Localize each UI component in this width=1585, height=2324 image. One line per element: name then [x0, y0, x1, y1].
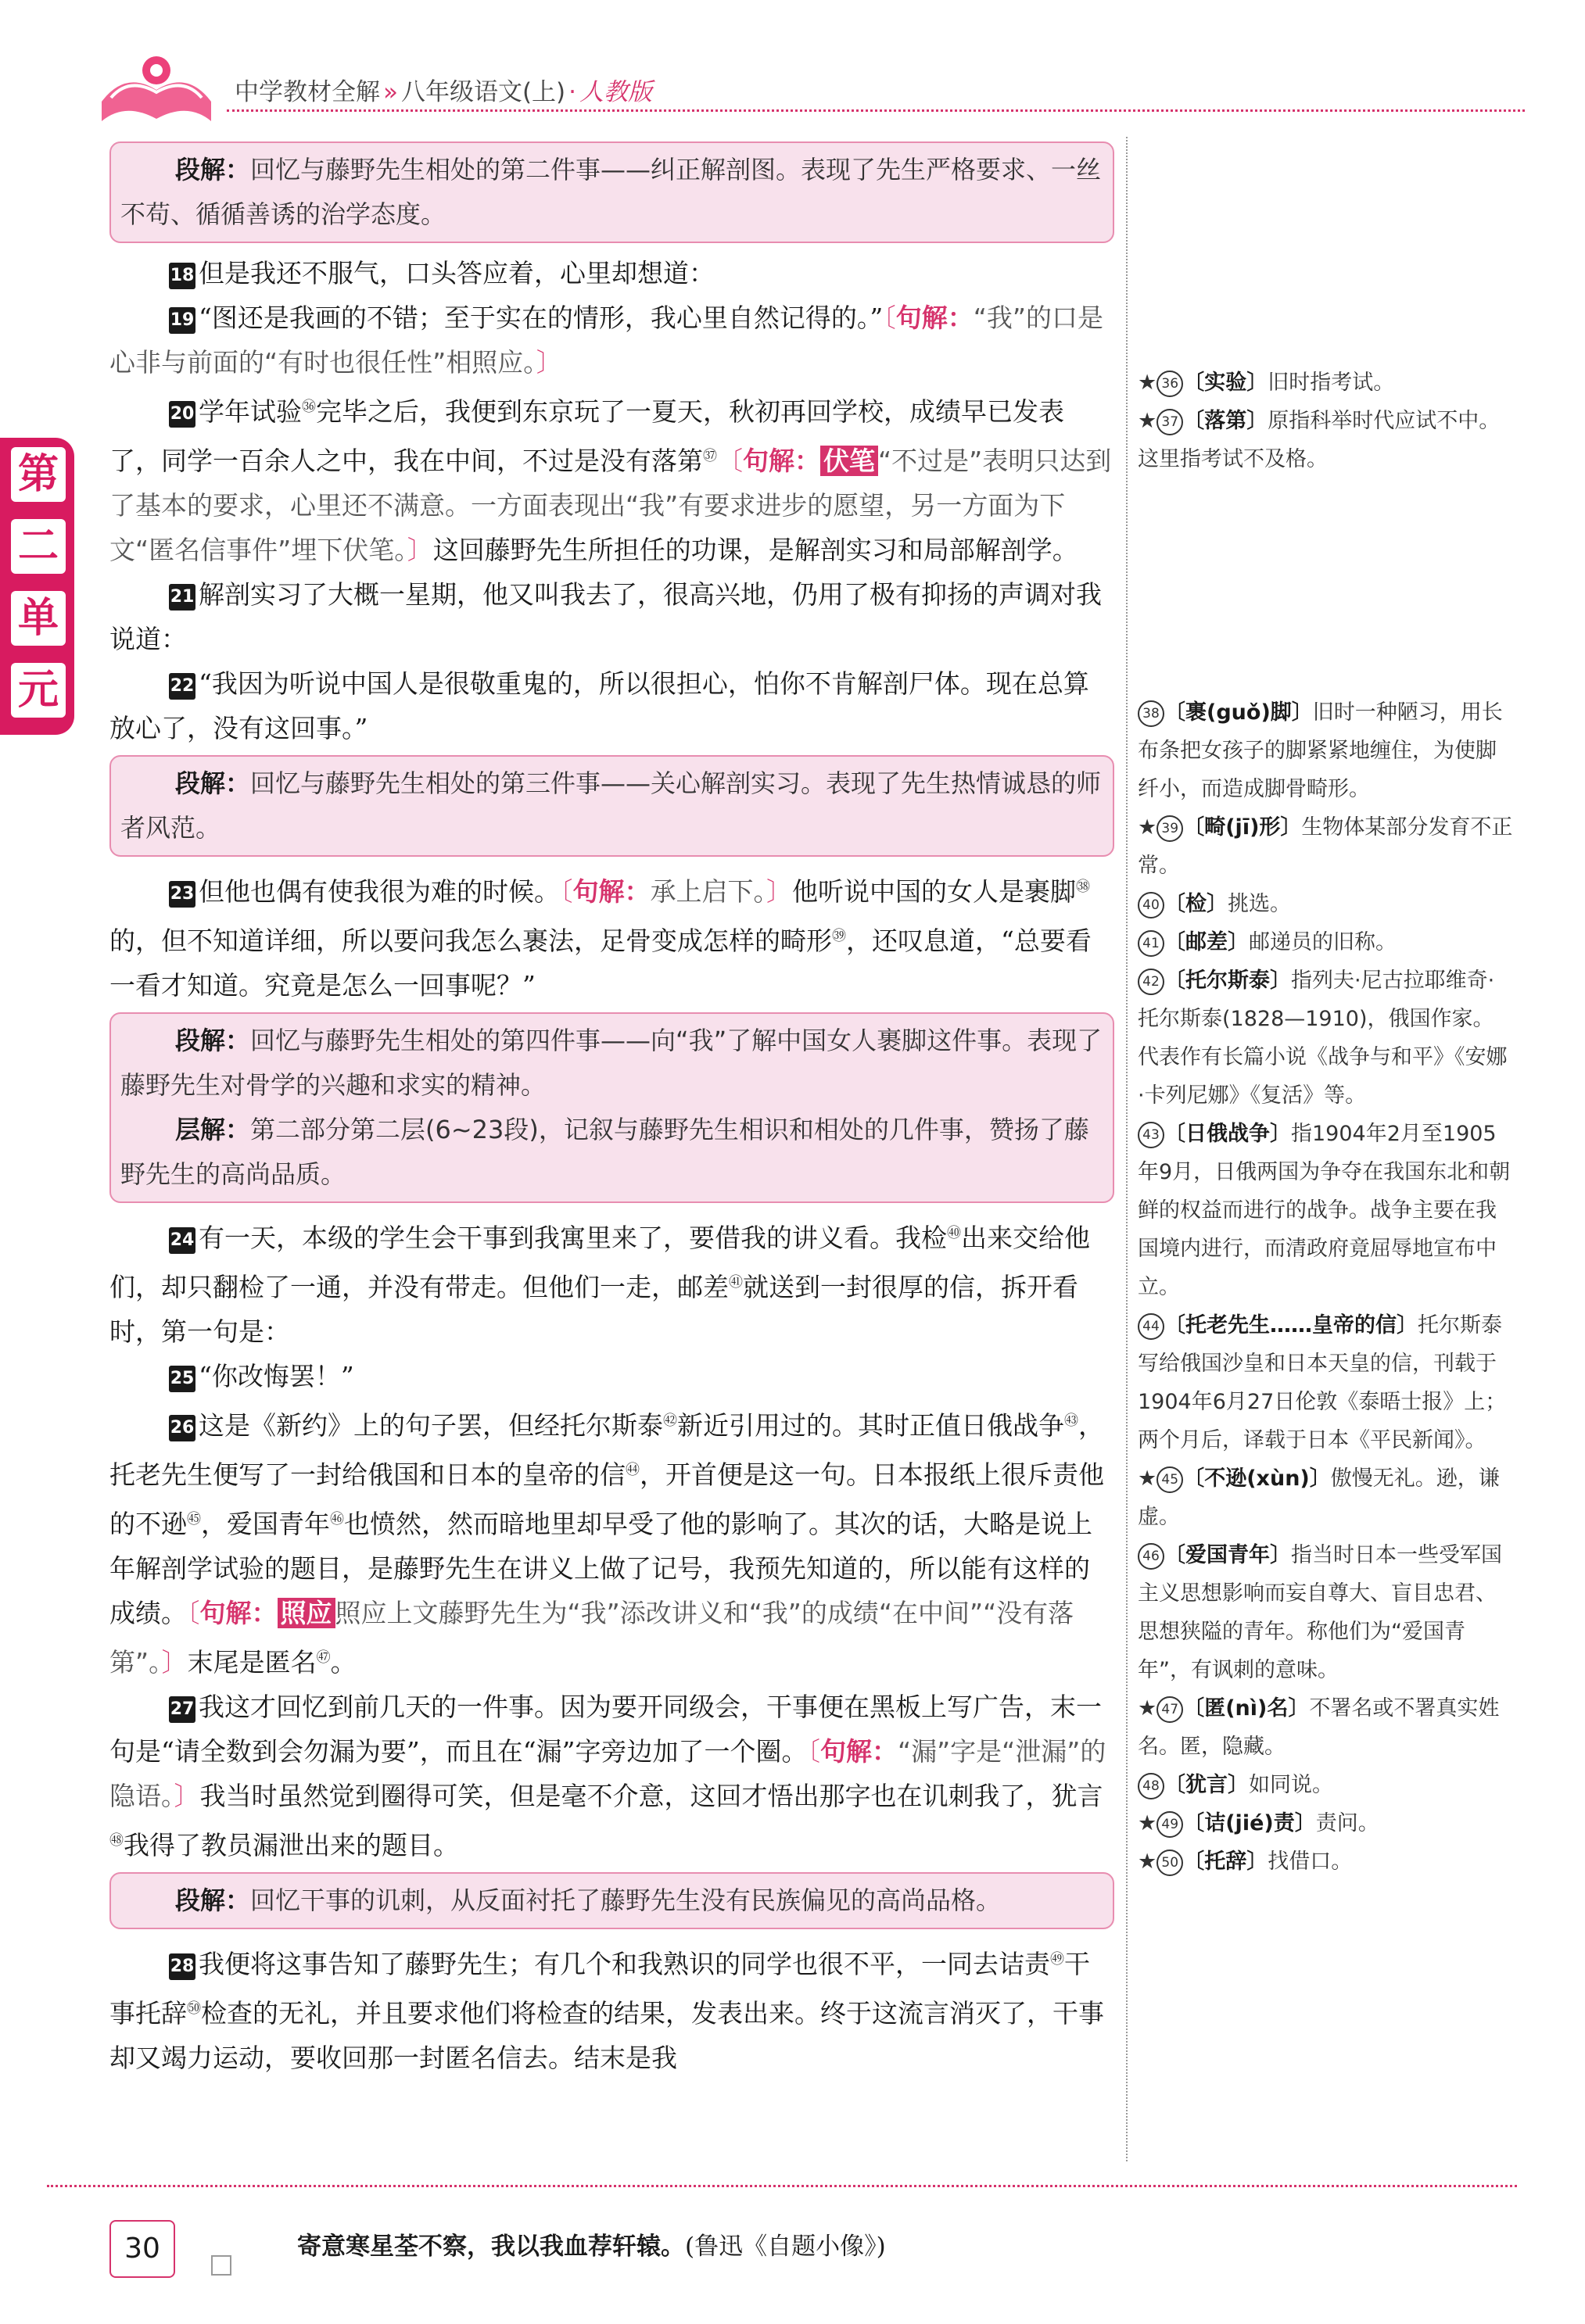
paragraph-26: [109, 1398, 1114, 1685]
box-label: 段解：: [175, 1026, 251, 1055]
header-title: [235, 72, 652, 107]
paragraph-analysis-box: [109, 1872, 1114, 1929]
annotation-text: “漏”字是“泄漏”的隐语。: [109, 1736, 1106, 1811]
unit-tab-char: 单: [11, 591, 66, 646]
note-number: 42: [1138, 969, 1164, 995]
book-name: 中学教材全解: [235, 78, 380, 106]
unit-tab-char: 二: [11, 519, 66, 574]
column-divider: [1126, 137, 1128, 2161]
paragraph-text: 就送到一封很厚的信，拆开看时，第一句是：: [109, 1272, 1078, 1347]
page-header: [0, 0, 1585, 133]
paragraph-text: 这是《新约》上的句子罢，但经托尔斯泰: [199, 1410, 663, 1441]
box-text: 回忆与藤野先生相处的第四件事——向“我”了解中国女人裹脚这件事。表现了藤野先生对骨学的兴趣和求实的精神。: [120, 1026, 1103, 1100]
note-term: 〔检〕: [1164, 892, 1228, 916]
paragraph-number: 23: [169, 881, 195, 908]
note-number: 41: [1138, 930, 1164, 957]
paragraph-text: 。: [330, 1647, 357, 1678]
paragraph-text: 的，但不知道详细，所以要问我怎么裹法，足骨变成怎样的畸形: [109, 926, 832, 956]
paragraph-text: “你改悔罢！”: [199, 1361, 354, 1391]
paragraph-number: 28: [169, 1953, 195, 1980]
header-arrow: »: [383, 78, 398, 106]
side-note: [1138, 363, 1513, 402]
sentence-annotation: 〔句解： 伏笔 “不过是”表明只达到了基本的要求，心里还不满意。一方面表现出“我”有要求进步的愿望，另一方面为下文“匿名信事件”埋下伏笔。〕: [109, 446, 1112, 565]
paragraph-text: 但他也偶有使我很为难的时候。: [199, 876, 560, 907]
note-definition: 托尔斯泰写给俄国沙皇和日本天皇的信，刊载于1904年6月27日伦敦《泰晤士报》上；两个月后，译载于日本《平民新闻》。: [1138, 1313, 1507, 1452]
checkbox-icon: [211, 2255, 231, 2276]
course-name: 八年级语文(上): [400, 78, 566, 106]
paragraph-number: 24: [169, 1227, 195, 1254]
note-definition: 指1904年2月至1905年9月，日俄两国为争夺在我国东北和朝鲜的权益而进行的战争。战争主要在我国境内进行，而清政府竟屈辱地宣布中立。: [1138, 1122, 1511, 1299]
note-term: 〔犹言〕: [1164, 1773, 1249, 1797]
paragraph-analysis-box: [109, 141, 1114, 243]
note-term: 〔畸(jī)形〕: [1183, 815, 1302, 840]
note-number: 49: [1156, 1811, 1183, 1838]
paragraph-19: [109, 295, 1114, 385]
note-number: 50: [1156, 1850, 1183, 1876]
paragraph-20: [109, 385, 1114, 572]
paragraph-24: [109, 1211, 1114, 1354]
note-number: 40: [1138, 892, 1164, 918]
note-term: 〔落第〕: [1183, 409, 1268, 433]
note-term: 〔邮差〕: [1164, 930, 1249, 954]
unit-tab-char: 元: [11, 663, 66, 718]
note-definition: 挑选。: [1228, 892, 1291, 916]
note-term: 〔托老先生……皇帝的信〕: [1164, 1313, 1418, 1337]
note-definition: 邮递员的旧称。: [1249, 930, 1397, 954]
paragraph-text: 新近引用过的。其时正值日俄战争: [677, 1410, 1064, 1441]
paragraph-text: 检查的无礼，并且要求他们将检查的结果，发表出来。终于这流言消灭了，干事却又竭力运动，要收回那一封匿名信去。结末是我: [109, 1998, 1104, 2073]
note-term: 〔裹(guǒ)脚〕: [1164, 700, 1313, 725]
paragraph-22: [109, 661, 1114, 750]
footnote-ref: ㊲: [703, 448, 717, 464]
footnote-ref: ㊴: [832, 928, 846, 944]
paragraph-text: 有一天，本级的学生会干事到我寓里来了，要借我的讲义看。我检: [199, 1223, 947, 1253]
paragraph-text: 干事托辞: [109, 1949, 1090, 2029]
footnote-ref: ㊹: [626, 1462, 640, 1478]
paragraph-text: 完毕之后，我便到东京玩了一夏天，秋初再回学校，成绩早已发表了，同学一百余人之中，我在中间，不过是没有落第: [109, 396, 1064, 476]
paragraph-text: 学年试验: [199, 396, 302, 427]
paragraph-number: 19: [169, 307, 195, 334]
star-icon: ★: [1138, 1811, 1157, 1835]
paragraph-text: 末尾是匿名: [187, 1647, 317, 1678]
side-note: [1138, 693, 1513, 808]
paragraph-analysis-box: [109, 1012, 1114, 1203]
note-number: 46: [1138, 1543, 1164, 1570]
paragraph-number: 22: [169, 673, 195, 700]
paragraph-25: [109, 1354, 1114, 1398]
paragraph-text: 也愤然，然而暗地里却早受了他的影响了。其次的话，大略是说上年解剖学试验的题目，是藤野先生在讲义上做了记号，我预先知道的，所以能有这样的成绩。: [109, 1509, 1092, 1628]
note-definition: 如同说。: [1249, 1773, 1333, 1797]
star-icon: ★: [1138, 409, 1157, 433]
footnote-ref: ㊷: [663, 1413, 677, 1429]
paragraph-28: [109, 1937, 1114, 2080]
note-number: 39: [1156, 815, 1183, 842]
sentence-annotation: 〔句解：“漏”字是“泄漏”的隐语。〕: [109, 1736, 1106, 1811]
note-definition: 原指科举时代应试不中。这里指考试不及格。: [1138, 409, 1501, 471]
paragraph-number: 18: [169, 263, 195, 289]
main-text-column: [109, 137, 1114, 2080]
footnote-ref: ㊻: [330, 1511, 344, 1527]
paragraph-21: [109, 572, 1114, 661]
side-note: [1138, 1842, 1513, 1881]
unit-tab: [0, 438, 74, 735]
box-label: 段解：: [175, 768, 251, 798]
side-note: [1138, 885, 1513, 923]
quote-text: 寄意寒星荃不察，我以我血荐轩辕。: [297, 2233, 685, 2261]
side-note: [1138, 923, 1513, 961]
paragraph-18: [109, 251, 1114, 295]
note-number: 37: [1156, 409, 1183, 435]
paragraph-text: ，爱国青年: [201, 1509, 330, 1539]
note-term: 〔诘(jié)责〕: [1183, 1811, 1316, 1835]
footnote-ref: ㊸: [1064, 1413, 1078, 1429]
side-note: [1138, 1459, 1513, 1536]
annotation-label: 句解：: [743, 446, 820, 476]
box-label: 段解：: [175, 155, 251, 184]
footnote-ref: ㊼: [316, 1649, 331, 1666]
side-note: [1138, 1804, 1513, 1842]
note-number: 43: [1138, 1122, 1164, 1148]
star-icon: ★: [1138, 1696, 1157, 1721]
note-term: 〔爱国青年〕: [1164, 1543, 1291, 1567]
side-notes-column: [1138, 363, 1513, 1881]
note-number: 36: [1156, 371, 1183, 397]
note-definition: 指当时日本一些受军国主义思想影响而妄自尊大、盲目忠君、思想狭隘的青年。称他们为“爱国青年”，有讽刺的意味。: [1138, 1543, 1502, 1682]
sentence-annotation: 〔句解：承上启下。〕: [560, 876, 792, 907]
page-number: 30: [109, 2220, 175, 2278]
paragraph-number: 25: [169, 1366, 195, 1392]
star-icon: ★: [1138, 815, 1157, 840]
note-definition: 傲慢无礼。逊，谦虚。: [1138, 1466, 1500, 1529]
layer-label: 层解：: [175, 1115, 251, 1144]
sentence-annotation: 〔句解： 照应 照应上文藤野先生为“我”添改讲义和“我”的成绩“在中间”“没有落第”。〕: [109, 1598, 1074, 1678]
side-note: [1138, 1115, 1513, 1306]
note-number: 47: [1156, 1696, 1183, 1723]
star-icon: ★: [1138, 371, 1157, 395]
box-label: 段解：: [175, 1885, 251, 1915]
note-definition: 找借口。: [1268, 1850, 1353, 1874]
star-icon: ★: [1138, 1850, 1157, 1874]
note-definition: 指列夫·尼古拉耶维奇·托尔斯泰(1828—1910)，俄国作家。代表作有长篇小说《战争与和平》《安娜·卡列尼娜》《复活》等。: [1138, 969, 1508, 1108]
side-note: [1138, 1306, 1513, 1459]
unit-tab-char: 第: [11, 447, 66, 502]
paragraph-text: “图还是我画的不错；至于实在的情形，我心里自然记得的。”: [199, 303, 884, 333]
note-number: 45: [1156, 1466, 1183, 1493]
annotation-label: 句解：: [572, 876, 651, 907]
footnote-ref: ㊾: [1050, 1951, 1064, 1968]
note-number: 38: [1138, 700, 1164, 727]
layer-text: 第二部分第二层(6~23段)，记叙与藤野先生相识和相处的几件事，赞扬了藤野先生的高尚品质。: [120, 1115, 1089, 1189]
box-text: 回忆与藤野先生相处的第二件事——纠正解剖图。表现了先生严格要求、一丝不苟、循循善诱的治学态度。: [120, 155, 1102, 229]
paragraph-text: 但是我还不服气，口头答应着，心里却想道：: [199, 258, 715, 288]
paragraph-text: 我这才回忆到前几天的一件事。因为要开同级会，干事便在黑板上写广告，末一句是“请全数到会勿漏为要”，而且在“漏”字旁边加了一个圈。: [109, 1692, 1102, 1767]
header-divider: [227, 109, 1525, 112]
side-note: [1138, 402, 1513, 478]
annotation-text: 照应上文藤野先生为“我”添改讲义和“我”的成绩“在中间”“没有落第”。: [109, 1598, 1074, 1678]
footnote-ref: ㊵: [947, 1225, 961, 1241]
edition-name: 人教版: [579, 78, 653, 106]
paragraph-text: 我当时虽然觉到圈得可笑，但是毫不介意，这回才悟出那字也在讥刺我了，犹言: [199, 1781, 1103, 1811]
paragraph-text: 这回藤野先生所担任的功课，是解剖实习和局部解剖学。: [432, 535, 1078, 565]
paragraph-number: 20: [169, 401, 195, 428]
annotation-text: 承上启下。: [650, 876, 766, 907]
annotation-label: 句解：: [199, 1598, 278, 1628]
note-term: 〔实验〕: [1183, 371, 1268, 395]
note-term: 〔匿(nì)名〕: [1183, 1696, 1310, 1721]
paragraph-analysis-box: [109, 755, 1114, 857]
box-text: 回忆与藤野先生相处的第三件事——关心解剖实习。表现了先生热情诚恳的师者风范。: [120, 768, 1102, 843]
box-text: 回忆干事的讥刺，从反面衬托了藤野先生没有民族偏见的高尚品格。: [250, 1885, 1002, 1915]
note-definition: 责问。: [1315, 1811, 1379, 1835]
footnote-ref: ㊱: [302, 399, 316, 415]
footnote-ref: ㊳: [1076, 879, 1090, 895]
paragraph-text: 我便将这事告知了藤野先生；有几个和我熟识的同学也很不平，一同去诘责: [199, 1949, 1050, 1979]
footnote-ref: ㊺: [187, 1511, 201, 1527]
paragraph-text: ，开首便是这一句。日本报纸上很斥责他的不逊: [109, 1459, 1104, 1539]
annotation-label: 句解：: [895, 303, 974, 333]
annotation-label: 句解：: [819, 1736, 898, 1767]
paragraph-23: [109, 865, 1114, 1008]
footer-quote: [297, 2226, 886, 2261]
note-definition: 不署名或不署真实姓名。匿，隐藏。: [1138, 1696, 1500, 1759]
sentence-annotation: 〔句解：“我”的口是心非与前面的“有时也很任性”相照应。〕: [109, 303, 1103, 378]
annotation-text: “我”的口是心非与前面的“有时也很任性”相照应。: [109, 303, 1103, 378]
note-term: 〔托尔斯泰〕: [1164, 969, 1291, 993]
paragraph-27: [109, 1685, 1114, 1867]
side-note: [1138, 808, 1513, 885]
paragraph-text: 出来交给他们，却只翻检了一通，并没有带走。但他们一走，邮差: [109, 1223, 1090, 1302]
paragraph-text: ，托老先生便写了一封给俄国和日本的皇帝的信: [109, 1410, 1104, 1490]
note-term: 〔日俄战争〕: [1164, 1122, 1291, 1146]
annotation-tag: 照应: [278, 1598, 335, 1628]
note-definition: 旧时指考试。: [1268, 371, 1395, 395]
note-definition: 生物体某部分发育不正常。: [1138, 815, 1513, 878]
book-logo-icon: [94, 47, 219, 129]
header-dot: ·: [568, 78, 577, 106]
paragraph-number: 21: [169, 584, 195, 611]
annotation-tag: 伏笔: [820, 446, 878, 476]
note-term: 〔托辞〕: [1183, 1850, 1268, 1874]
paragraph-text: ，还叹息道，“总要看一看才知道。究竟是怎么一回事呢？”: [109, 926, 1092, 1001]
note-number: 48: [1138, 1773, 1164, 1799]
paragraph-text: “我因为听说中国人是很敬重鬼的，所以很担心，怕你不肯解剖尸体。现在总算放心了，没有这回事。”: [109, 668, 1089, 743]
footer-divider: [47, 2185, 1517, 2187]
footnote-ref: ㊿: [187, 2000, 201, 2017]
side-note: [1138, 961, 1513, 1115]
annotation-text: “不过是”表明只达到了基本的要求，心里还不满意。一方面表现出“我”有要求进步的愿望，另一方面为下文“匿名信事件”埋下伏笔。: [109, 446, 1112, 565]
footnote-ref: ㊶: [729, 1274, 743, 1291]
side-note: [1138, 1536, 1513, 1689]
side-note: [1138, 1766, 1513, 1804]
paragraph-text: 我得了教员漏泄出来的题目。: [124, 1830, 459, 1860]
quote-source: (鲁迅《自题小像》): [685, 2233, 886, 2261]
paragraph-number: 26: [169, 1415, 195, 1441]
note-term: 〔不逊(xùn)〕: [1183, 1466, 1331, 1491]
footnote-ref: ㊽: [109, 1832, 124, 1849]
note-number: 44: [1138, 1313, 1164, 1340]
paragraph-text: 解剖实习了大概一星期，他又叫我去了，很高兴地，仍用了极有抑扬的声调对我说道：: [109, 579, 1102, 654]
paragraph-number: 27: [169, 1696, 195, 1723]
note-definition: 旧时一种陋习，用长布条把女孩子的脚紧紧地缠住，为使脚纤小，而造成脚骨畸形。: [1138, 700, 1503, 801]
paragraph-text: 他听说中国的女人是裹脚: [792, 876, 1076, 907]
star-icon: ★: [1138, 1466, 1157, 1491]
side-note: [1138, 1689, 1513, 1766]
